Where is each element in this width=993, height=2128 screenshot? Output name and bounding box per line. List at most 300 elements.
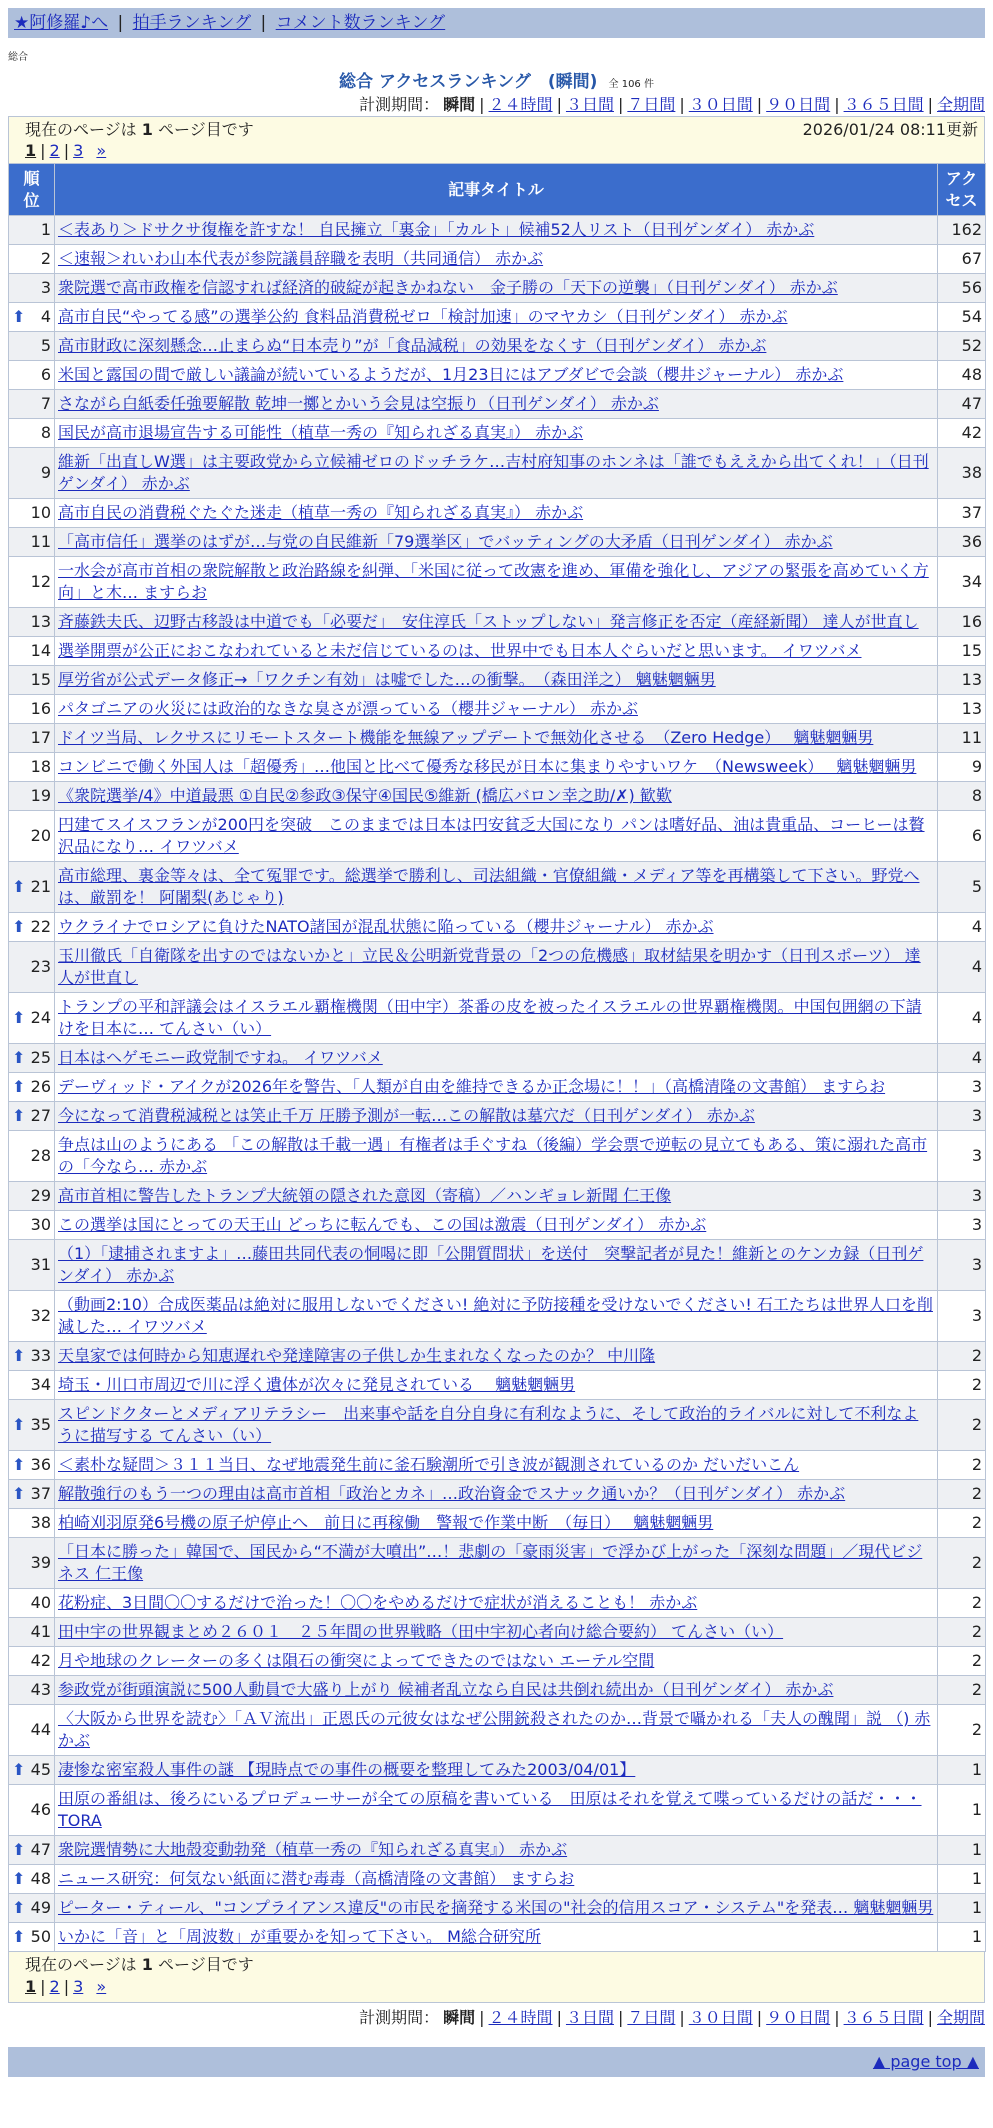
column-header-access: アクセス (938, 164, 986, 216)
title-cell (55, 1538, 938, 1589)
access-count: 2 (938, 1705, 986, 1756)
up-arrow-icon: ⬆ (12, 1455, 26, 1474)
title-cell (55, 637, 938, 666)
table-row (9, 1647, 986, 1676)
article-link[interactable]: 凄惨な密室殺人事件の謎 【現時点での事件の概要を整理してみた2003/04/01】 (58, 1760, 636, 1779)
article-link[interactable]: いかに「音」と「周波数」が重要かを知って下さい。 M総合研究所 (58, 1927, 541, 1946)
title-cell (55, 1342, 938, 1371)
access-count: 3 (938, 1211, 986, 1240)
rank-number: 38 (30, 1513, 51, 1532)
page-info-bottom (8, 1952, 985, 2003)
period-label: 計測期間： (359, 95, 440, 114)
article-link[interactable]: （1）「逮捕されますよ」…藤田共同代表の恫喝に即「公開質問状」を送付 突撃記者が見た！維新とのケンカ録（日刊ゲンダイ） 赤かぶ (58, 1244, 924, 1285)
article-link[interactable]: ドイツ当局、レクサスにリモートスタート機能を無線アップデートで無効化させる （Zero Hedge） 魑魅魍魎男 (58, 728, 874, 747)
table-row (9, 993, 986, 1044)
title-cell (55, 216, 938, 245)
rank-cell (9, 1509, 55, 1538)
rank-number: 40 (30, 1593, 51, 1612)
rank-cell (9, 1400, 55, 1451)
article-link[interactable]: 高市財政に深刻懸念…止まらぬ“日本売り”が「食品減税」の効果をなくす（日刊ゲンダイ） 赤かぶ (58, 336, 767, 355)
access-count: 5 (938, 862, 986, 913)
rank-cell (9, 245, 55, 274)
rank-number: 17 (30, 728, 51, 747)
rank-number: 26 (30, 1077, 51, 1096)
ranking-heading (8, 70, 985, 94)
period-separator: | (556, 95, 562, 114)
title-cell (55, 1647, 938, 1676)
rank-cell (9, 782, 55, 811)
access-count: 3 (938, 1291, 986, 1342)
rank-cell (9, 1240, 55, 1291)
table-row (9, 695, 986, 724)
access-count: 34 (938, 557, 986, 608)
rank-cell (9, 695, 55, 724)
period-label: 計測期間： (359, 2008, 440, 2027)
access-count: 42 (938, 419, 986, 448)
article-link[interactable]: スピンドクターとメディアリテラシー 出来事や話を自分自身に有利なように、そして政治的ライバルに対して不利なように描写する てんさい（い） (58, 1404, 919, 1445)
article-link[interactable]: 解散強行のもう一つの理由は高市首相「政治とカネ」…政治資金でスナック通いか？（日刊ゲンダイ） 赤かぶ (58, 1484, 846, 1503)
period-link-3d[interactable]: ３日間 (565, 95, 614, 114)
pagination-next[interactable]: » (96, 1977, 107, 1996)
pagination-page-3[interactable]: 3 (73, 141, 84, 160)
rank-cell (9, 1044, 55, 1073)
pagination-next[interactable]: » (96, 141, 107, 160)
access-count: 1 (938, 1923, 986, 1952)
period-separator: | (679, 95, 685, 114)
period-separator: | (617, 95, 624, 114)
rank-number: 33 (30, 1346, 51, 1365)
column-header-title: 記事タイトル (55, 164, 938, 216)
period-link-7d[interactable]: ７日間 (627, 95, 676, 114)
access-count: 13 (938, 695, 986, 724)
title-cell (55, 1291, 938, 1342)
up-arrow-icon: ⬆ (12, 917, 26, 936)
period-link-365d[interactable]: ３６５日間 (843, 95, 924, 114)
title-cell (55, 942, 938, 993)
article-link[interactable]: 衆院選情勢に大地殻変動勃発（植草一秀の『知られざる真実』） 赤かぶ (58, 1840, 568, 1859)
article-link[interactable]: トランプの平和評議会はイスラエル覇権機関（田中宇）茶番の皮を被ったイスラエルの世界覇権機関。中国包囲網の下請けを日本に… てんさい（い） (58, 997, 922, 1038)
up-arrow-icon: ⬆ (12, 1898, 26, 1917)
rank-number: 7 (40, 394, 51, 413)
table-row (9, 862, 986, 913)
title-cell (55, 1182, 938, 1211)
rank-number: 41 (30, 1622, 51, 1641)
access-count: 3 (938, 1073, 986, 1102)
period-link-all[interactable]: 全期間 (936, 95, 985, 114)
rank-number: 37 (30, 1484, 51, 1503)
article-link[interactable]: 田原の番組は、後ろにいるプロデューサーが全ての原稿を書いている 田原はそれを覚えて喋っているだけの話だ・・・ TORA (58, 1789, 922, 1830)
article-link[interactable]: 今になって消費税減税とは笑止千万 圧勝予測が一転…この解散は墓穴だ（日刊ゲンダイ） 赤かぶ (58, 1106, 755, 1125)
rank-number: 39 (30, 1553, 51, 1572)
title-cell (55, 1211, 938, 1240)
article-link[interactable]: （動画2:10）合成医薬品は絶対に服用しないでください! 絶対に予防接種を受けないでください! 石工たちは世界人口を削減した… イワツバメ (58, 1295, 933, 1336)
rank-cell (9, 1705, 55, 1756)
period-link-all[interactable]: 全期間 (936, 2008, 985, 2027)
rank-cell (9, 1538, 55, 1589)
rank-cell (9, 557, 55, 608)
access-count: 38 (938, 448, 986, 499)
pagination-separator (87, 1977, 92, 1996)
title-cell (55, 499, 938, 528)
page-top-link[interactable]: ▲ page top ▲ (872, 2052, 979, 2071)
up-arrow-icon: ⬆ (12, 1415, 26, 1434)
rank-cell (9, 448, 55, 499)
rank-cell (9, 724, 55, 753)
title-cell (55, 666, 938, 695)
rank-cell (9, 1291, 55, 1342)
title-cell (55, 557, 938, 608)
access-count: 56 (938, 274, 986, 303)
article-link[interactable]: 米国と露国の間で厳しい議論が続いているようだが、1月23日にはアブダビで会談（櫻井ジャーナル） 赤かぶ (58, 365, 844, 384)
home-link[interactable]: ★阿修羅♪へ (14, 13, 109, 33)
up-arrow-icon: ⬆ (12, 1106, 26, 1125)
rank-number: 13 (30, 612, 51, 631)
rank-number: 14 (30, 641, 51, 660)
access-count: 9 (938, 753, 986, 782)
title-cell (55, 1480, 938, 1509)
table-row (9, 782, 986, 811)
article-link[interactable]: 天皇家では何時から知恵遅れや発達障害の子供しか生まれなくなったのか？ 中川隆 (58, 1346, 656, 1365)
title-cell (55, 245, 938, 274)
rank-cell (9, 1131, 55, 1182)
period-link-30d[interactable]: ３０日間 (688, 95, 753, 114)
title-cell (55, 862, 938, 913)
table-row (9, 1785, 986, 1836)
rank-number: 12 (30, 572, 51, 591)
up-arrow-icon: ⬆ (12, 1048, 26, 1067)
article-link[interactable]: さながら白紙委任強要解散 乾坤一擲とかいう会見は空振り（日刊ゲンダイ） 赤かぶ (58, 394, 659, 413)
title-cell (55, 1836, 938, 1865)
rank-cell (9, 1371, 55, 1400)
table-row (9, 557, 986, 608)
article-link[interactable]: この選挙は国にとっての天王山 どっちに転んでも、この国は激震（日刊ゲンダイ） 赤かぶ (58, 1215, 707, 1234)
rank-number: 10 (30, 503, 51, 522)
rank-number: 8 (40, 423, 51, 442)
access-count: 3 (938, 1131, 986, 1182)
rank-cell (9, 274, 55, 303)
article-link[interactable]: 衆院選で高市政権を信認すれば経済的破綻が起きかねない 金子勝の「天下の逆襲」（日刊ゲンダイ） 赤かぶ (58, 278, 838, 297)
table-row (9, 1705, 986, 1756)
article-link[interactable]: 維新「出直しW選」は主要政党から立候補ゼロのドッチラケ…吉村府知事のホンネは「誰でもええから出てくれ！」（日刊ゲンダイ） 赤かぶ (58, 452, 929, 493)
rank-cell (9, 1894, 55, 1923)
rank-number: 30 (30, 1215, 51, 1234)
period-link-24h[interactable]: ２４時間 (488, 95, 553, 114)
current-page-text-bottom (25, 1954, 978, 1976)
article-link[interactable]: 参政党が街頭演説に500人動員で大盛り上がり 候補者乱立なら自民は共倒れ続出か（日刊ゲンダイ） 赤かぶ (58, 1680, 834, 1699)
article-link[interactable]: コンビニで働く外国人は「超優秀」…他国と比べて優秀な移民が日本に集まりやすいワケ （Newsweek） 魑魅魍魎男 (58, 757, 917, 776)
article-link[interactable]: 玉川徹氏「自衛隊を出すのではないかと」立民＆公明新党背景の「2つの危機感」取材結果を明かす（日刊スポーツ） 達人が世直し (58, 946, 921, 987)
access-count: 36 (938, 528, 986, 557)
table-row (9, 1509, 986, 1538)
total-count: 全 106 件 (608, 79, 654, 90)
rank-cell (9, 608, 55, 637)
rank-number: 5 (40, 336, 51, 355)
period-link-365d[interactable]: ３６５日間 (843, 2008, 924, 2027)
table-row (9, 1400, 986, 1451)
up-arrow-icon: ⬆ (12, 1869, 26, 1888)
period-separator: | (617, 2008, 624, 2027)
article-link[interactable]: 「高市信任」選挙のはずが…与党の自民維新「79選挙区」でバッティングの大矛盾（日刊ゲンダイ） 赤かぶ (58, 532, 833, 551)
title-cell (55, 811, 938, 862)
title-cell (55, 753, 938, 782)
article-link[interactable]: 争点は山のようにある 「この解散は千載一遇」有権者は手ぐすね（後編）学会票で逆転の見立てもある、策に溺れた高市の「今なら… 赤かぶ (58, 1135, 928, 1176)
table-row (9, 1342, 986, 1371)
rank-cell (9, 1102, 55, 1131)
access-count: 4 (938, 942, 986, 993)
up-arrow-icon: ⬆ (12, 877, 26, 896)
period-link-90d[interactable]: ９０日間 (766, 95, 831, 114)
rank-cell (9, 1480, 55, 1509)
access-count: 52 (938, 332, 986, 361)
rank-cell (9, 1647, 55, 1676)
article-link[interactable]: 高市首相に警告したトランプ大統領の隠された意図（寄稿）／ハンギョレ新聞 仁王像 (58, 1186, 672, 1205)
rank-cell (9, 1676, 55, 1705)
access-count: 2 (938, 1509, 986, 1538)
rank-cell (9, 1589, 55, 1618)
rank-cell (9, 1618, 55, 1647)
pagination-separator: | (63, 1977, 70, 1996)
title-cell (55, 913, 938, 942)
table-row (9, 1291, 986, 1342)
article-link[interactable]: 花粉症、3日間〇〇するだけで治った！〇〇をやめるだけで症状が消えることも！ 赤かぶ (58, 1593, 698, 1612)
rank-cell (9, 419, 55, 448)
title-cell (55, 1073, 938, 1102)
article-link[interactable]: ＜表あり＞ドサクサ復権を許すな！ 自民擁立「裏金」「カルト」候補52人リスト（日刊ゲンダイ） 赤かぶ (58, 220, 815, 239)
title-cell (55, 1756, 938, 1785)
period-link-3d[interactable]: ３日間 (565, 2008, 614, 2027)
pagination-separator: | (63, 141, 70, 160)
table-row (9, 1923, 986, 1952)
title-cell (55, 1451, 938, 1480)
rank-number: 23 (30, 957, 51, 976)
table-row (9, 942, 986, 993)
access-count: 1 (938, 1894, 986, 1923)
title-cell (55, 1618, 938, 1647)
up-arrow-icon: ⬆ (12, 1077, 26, 1096)
rank-number: 15 (30, 670, 51, 689)
table-row (9, 1102, 986, 1131)
access-count: 6 (938, 811, 986, 862)
rank-number: 27 (30, 1106, 51, 1125)
ranking-table (8, 163, 986, 1952)
rank-number: 50 (30, 1927, 51, 1946)
table-row (9, 1894, 986, 1923)
period-separator: | (756, 95, 763, 114)
rank-cell (9, 361, 55, 390)
article-link[interactable]: ピーター・ティール、"コンプライアンス違反"の市民を摘発する米国の"社会的信用スコア・システム"を発表… 魑魅魍魎男 (58, 1898, 934, 1917)
rank-number: 25 (30, 1048, 51, 1067)
period-separator: | (556, 2008, 562, 2027)
pagination-bottom (25, 1976, 978, 1998)
rank-cell (9, 216, 55, 245)
access-count: 48 (938, 361, 986, 390)
ranking-title: 総合 アクセスランキング (瞬間) (339, 72, 598, 92)
article-link[interactable]: 日本はヘゲモニー政党制ですね。 イワツバメ (58, 1048, 383, 1067)
access-count: 4 (938, 1044, 986, 1073)
period-separator: | (927, 2008, 933, 2027)
article-link[interactable]: 田中宇の世界観まとめ２６０１ ２５年間の世界戦略（田中宇初心者向け総合要約） てんさい（い） (58, 1622, 784, 1641)
up-arrow-icon: ⬆ (12, 1760, 26, 1779)
period-separator: | (834, 2008, 840, 2027)
title-cell (55, 274, 938, 303)
table-row (9, 1676, 986, 1705)
title-cell (55, 1589, 938, 1618)
rank-cell (9, 390, 55, 419)
table-row (9, 1589, 986, 1618)
article-link[interactable]: 円建てスイスフランが200円を突破 このままでは日本は円安貧乏大国になり パンは嗜好品、油は貴重品、コーヒーは贅沢品になり… イワツバメ (58, 815, 925, 856)
page-suffix: ページ目です (158, 1955, 254, 1974)
rank-number: 42 (30, 1651, 51, 1670)
rank-number: 35 (30, 1415, 51, 1434)
rank-cell (9, 1451, 55, 1480)
article-link[interactable]: デーヴィッド・アイクが2026年を警告、「人類が自由を維持できるか正念場に！！」（高橋清隆の文書館） ますらお (58, 1077, 886, 1096)
article-link[interactable]: 高市自民の消費税ぐたぐた迷走（植草一秀の『知られざる真実』） 赤かぶ (58, 503, 584, 522)
rank-number: 31 (30, 1255, 51, 1274)
table-row (9, 913, 986, 942)
article-link[interactable]: 《衆院選挙/4》中道最悪 ①自民②参政③保守④国民⑤維新 (橋広バロン幸之助/✗) 歓歎 (58, 786, 672, 805)
title-cell (55, 608, 938, 637)
access-count: 37 (938, 499, 986, 528)
title-cell (55, 782, 938, 811)
title-cell (55, 1865, 938, 1894)
access-count: 4 (938, 993, 986, 1044)
access-count: 162 (938, 216, 986, 245)
rank-cell (9, 811, 55, 862)
rank-cell (9, 1211, 55, 1240)
article-link[interactable]: ＜速報＞れいわ山本代表が参院議員辞職を表明（共同通信） 赤かぶ (58, 249, 544, 268)
page-number: 1 (141, 1955, 153, 1974)
access-count: 2 (938, 1676, 986, 1705)
article-link[interactable]: 〈大阪から世界を読む〉「ＡＶ流出」正恩氏の元彼女はなぜ公開銃殺されたのか…背景で囁かれる「夫人の醜聞」説 （) 赤かぶ (58, 1709, 931, 1750)
access-count: 3 (938, 1182, 986, 1211)
access-count: 1 (938, 1756, 986, 1785)
pagination-current: 1 (25, 141, 37, 160)
access-count: 2 (938, 1618, 986, 1647)
pagination-page-2[interactable]: 2 (49, 1977, 60, 1996)
nav-separator: | (260, 13, 267, 33)
table-row (9, 419, 986, 448)
access-count: 16 (938, 608, 986, 637)
section-label: 総合 (8, 52, 28, 63)
article-link[interactable]: ＜素朴な疑問＞３１１当日、なぜ地震発生前に釜石験潮所で引き波が観測されているのか だいだいこん (58, 1455, 800, 1474)
rank-cell (9, 1923, 55, 1952)
top-nav-bar (8, 8, 985, 38)
article-link[interactable]: 選挙開票が公正におこなわれていると未だ信じているのは、世界中でも日本人ぐらいだと思います。 イワツバメ (58, 641, 862, 660)
article-link[interactable]: ニュース研究：何気ない紙面に潜む毒毒（高橋清隆の文書館） ますらお (58, 1869, 575, 1888)
rank-number: 29 (30, 1186, 51, 1205)
period-link-7d[interactable]: ７日間 (627, 2008, 676, 2027)
pagination-current: 1 (25, 1977, 37, 1996)
table-row (9, 637, 986, 666)
title-cell (55, 419, 938, 448)
article-link[interactable]: 国民が高市退場宣告する可能性（植草一秀の『知られざる真実』） 赤かぶ (58, 423, 584, 442)
current-page-text (25, 119, 254, 141)
rank-number: 44 (30, 1720, 51, 1739)
article-link[interactable]: 斉藤鉄夫氏、辺野古移設は中道でも「必要だ」 安住淳氏「ストップしない」発言修正を否定（産経新聞） 達人が世直し (58, 612, 919, 631)
rank-number: 3 (40, 278, 51, 297)
pagination-page-2[interactable]: 2 (49, 141, 60, 160)
rank-cell (9, 666, 55, 695)
table-row (9, 1451, 986, 1480)
table-row (9, 811, 986, 862)
title-cell (55, 1509, 938, 1538)
table-row (9, 390, 986, 419)
period-separator: | (927, 95, 933, 114)
access-count: 2 (938, 1342, 986, 1371)
article-link[interactable]: ウクライナでロシアに負けたNATO諸国が混乱状態に陥っている（櫻井ジャーナル） 赤かぶ (58, 917, 714, 936)
pagination-page-3[interactable]: 3 (73, 1977, 84, 1996)
title-cell (55, 332, 938, 361)
period-link-30d[interactable]: ３０日間 (688, 2008, 753, 2027)
article-link[interactable]: 一水会が高市首相の衆院解散と政治路線を糾弾、「米国に従って改憲を進め、軍備を強化し、アジアの緊張を高めていく方向」と木… ますらお (58, 561, 929, 602)
table-row (9, 724, 986, 753)
page-prefix: 現在のページは (25, 1955, 137, 1974)
article-link[interactable]: 高市自民“やってる感”の選挙公約 食料品消費税ゼロ「検討加速」のマヤカシ（日刊ゲンダイ） 赤かぶ (58, 307, 788, 326)
access-count: 1 (938, 1836, 986, 1865)
rank-number: 2 (40, 249, 51, 268)
rank-cell (9, 637, 55, 666)
table-row (9, 361, 986, 390)
up-arrow-icon: ⬆ (12, 307, 26, 326)
article-link[interactable]: 「日本に勝った」韓国で、国民から“不満が大噴出”…！悲劇の「豪雨災害」で浮かび上がった「深刻な問題」／現代ビジネス 仁王像 (58, 1542, 923, 1583)
rank-cell (9, 1182, 55, 1211)
access-count: 67 (938, 245, 986, 274)
article-link[interactable]: 柏崎刈羽原発6号機の原子炉停止へ 前日に再稼働 警報で作業中断 （毎日） 魑魅魍魎男 (58, 1513, 714, 1532)
rank-number: 32 (30, 1306, 51, 1325)
article-link[interactable]: 埼玉・川口市周辺で川に浮く遺体が次々に発見されている 魑魅魍魎男 (58, 1375, 576, 1394)
access-count: 8 (938, 782, 986, 811)
period-link-90d[interactable]: ９０日間 (766, 2008, 831, 2027)
article-link[interactable]: パタゴニアの火災には政治的なきな臭さが漂っている（櫻井ジャーナル） 赤かぶ (58, 699, 638, 718)
period-selector-bottom (8, 2007, 985, 2029)
table-row (9, 1044, 986, 1073)
page-number: 1 (141, 120, 153, 139)
up-arrow-icon: ⬆ (12, 1484, 26, 1503)
access-count: 15 (938, 637, 986, 666)
title-cell (55, 1400, 938, 1451)
rank-number: 48 (30, 1869, 51, 1888)
rank-number: 20 (30, 826, 51, 845)
page-suffix: ページ目です (158, 120, 254, 139)
article-link[interactable]: 厚労省が公式データ修正→「ワクチン有効」は嘘でした…の衝撃。 （森田洋之） 魑魅魍魎男 (58, 670, 716, 689)
title-cell (55, 1044, 938, 1073)
rank-number: 22 (30, 917, 51, 936)
period-link-24h[interactable]: ２４時間 (488, 2008, 553, 2027)
article-link[interactable]: 月や地球のクレーターの多くは隕石の衝突によってできたのではない エーテル空間 (58, 1651, 655, 1670)
rank-number: 24 (30, 1008, 51, 1027)
up-arrow-icon: ⬆ (12, 1840, 26, 1859)
access-count: 11 (938, 724, 986, 753)
applause-ranking-link[interactable]: 拍手ランキング (132, 13, 252, 33)
title-cell (55, 1131, 938, 1182)
rank-cell (9, 1342, 55, 1371)
rank-number: 19 (30, 786, 51, 805)
title-cell (55, 1240, 938, 1291)
article-link[interactable]: 高市総理、裏金等々は、全て冤罪です。総選挙で勝利し、司法組織・官僚組織・メディア等を再構築して下さい。野党へは、厳罰を！ 阿闍梨(あじゃり) (58, 866, 920, 907)
table-row (9, 1131, 986, 1182)
title-cell (55, 1102, 938, 1131)
access-count: 3 (938, 1240, 986, 1291)
title-cell (55, 390, 938, 419)
rank-cell (9, 332, 55, 361)
access-count: 2 (938, 1400, 986, 1451)
rank-cell (9, 1836, 55, 1865)
access-count: 1 (938, 1865, 986, 1894)
rank-cell (9, 862, 55, 913)
access-count: 2 (938, 1647, 986, 1676)
comment-ranking-link[interactable]: コメント数ランキング (275, 13, 446, 33)
rank-number: 18 (30, 757, 51, 776)
